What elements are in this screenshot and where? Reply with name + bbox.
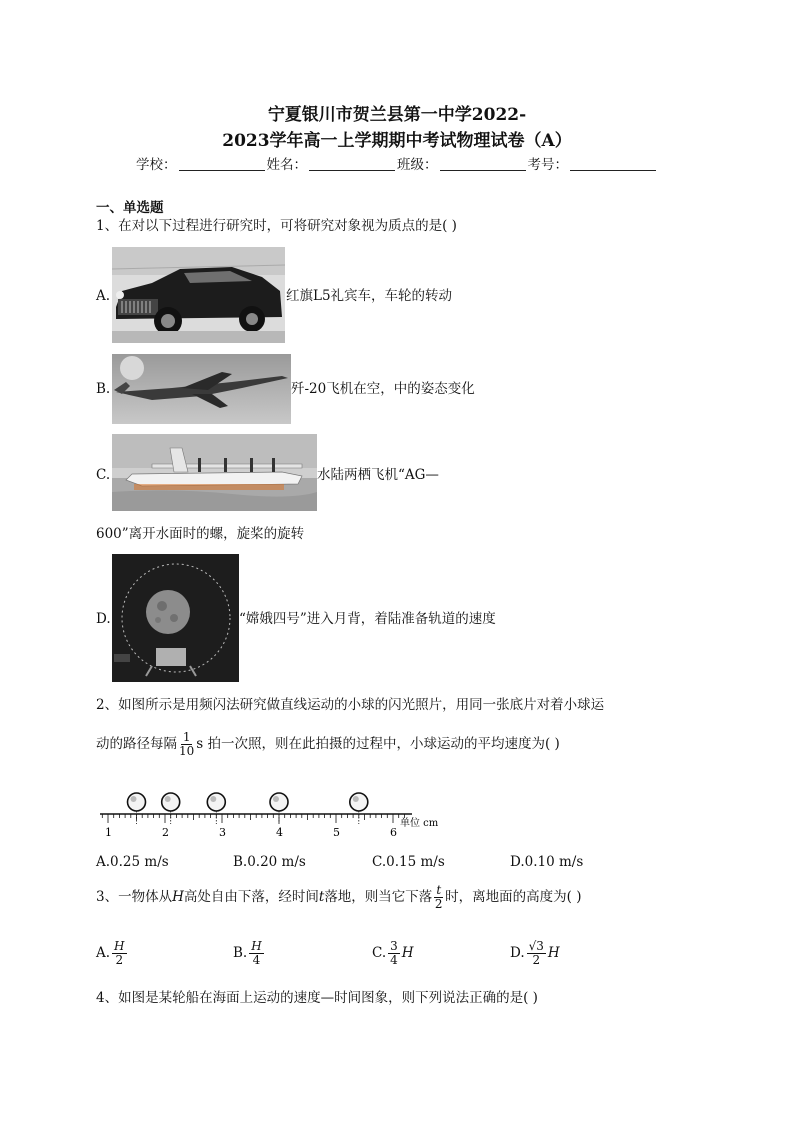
student-info-line — [0, 153, 794, 173]
q3-c-num: 3 — [390, 939, 398, 953]
school-blank[interactable] — [179, 156, 265, 171]
ruler-tick-label: 5 — [333, 826, 340, 839]
q2-frac-denominator: 10 — [179, 744, 195, 758]
q2-stem-line2 — [96, 727, 560, 761]
q3-frac-t-den: 2 — [434, 897, 443, 911]
ruler-tick-label: 3 — [219, 826, 226, 839]
q3-option-a-fraction — [112, 940, 126, 967]
q1-option-a-text: 红旗L5礼宾车，车轮的转动 — [286, 288, 453, 304]
q2-option-b: B.0.20 m/s — [233, 854, 306, 870]
q3-c-den: 4 — [390, 953, 398, 967]
q3-d-num: √3 — [528, 939, 544, 953]
q3-option-b-fraction — [249, 940, 263, 967]
q2-option-c: C.0.15 m/s — [372, 854, 445, 870]
q3-a-num: H — [114, 939, 125, 953]
strobe-ball — [162, 793, 180, 824]
q1-option-c-label: C. — [96, 467, 111, 483]
q2-stem-line1: 2、如图所示是用频闪法研究做直线运动的小球的闪光照片，用同一张底片对着小球运 — [96, 697, 605, 713]
q1-option-c-text-cont: 600”离开水面时的螺，旋桨的旋转 — [96, 526, 305, 542]
q2-stem-prefix: 动的路径每隔 — [96, 736, 177, 752]
q1-stem: 1、在对以下过程进行研究时，可将研究对象视为质点的是( ) — [96, 218, 457, 234]
q3-stem-d: 时，离地面的高度为( ) — [445, 889, 582, 905]
number-label: 考号： — [527, 157, 568, 173]
q3-option-a-label: A. — [96, 945, 111, 961]
page-title-line2: 2023学年高一上学期期中考试物理试卷（A） — [222, 131, 572, 151]
q2-interval-fraction — [179, 731, 194, 758]
q3-var-h: H — [172, 889, 184, 905]
q3-option-d-label: D. — [510, 945, 525, 961]
number-blank[interactable] — [570, 156, 656, 171]
q3-option-c — [372, 936, 414, 970]
q4-stem: 4、如图是某轮船在海面上运动的速度—时间图象，则下列说法正确的是( ) — [96, 990, 538, 1006]
q1-option-b-text: 歼-20飞机在空，中的姿态变化 — [291, 381, 475, 397]
q1-option-d-text: “嫦娥四号”进入月背，着陆准备轨道的速度 — [239, 611, 496, 627]
q3-b-den: 4 — [252, 953, 261, 967]
q1-option-d-label: D. — [96, 611, 111, 627]
class-blank[interactable] — [440, 156, 526, 171]
q3-option-a — [96, 936, 129, 970]
q3-stem-c: 落地，则当它下落 — [324, 889, 433, 905]
ruler-unit-label: 单位 cm — [400, 818, 439, 829]
limousine-photo — [112, 247, 285, 343]
ruler-tick-label: 2 — [162, 826, 169, 839]
ruler-tick-label: 1 — [105, 826, 112, 839]
school-label: 学校： — [136, 157, 177, 173]
section-heading: 一、单选题 — [96, 200, 164, 216]
q3-option-d-fraction — [527, 940, 546, 967]
q1-option-c-text: 水陆两栖飞机“AG— — [317, 467, 439, 483]
strobe-ball — [350, 793, 368, 824]
page-title-line1: 宁夏银川市贺兰县第一中学2022- — [267, 105, 527, 125]
q3-option-c-label: C. — [372, 945, 387, 961]
lunar-orbit-photo — [112, 554, 239, 682]
q3-stem-a: 3、一物体从 — [96, 889, 173, 905]
q3-d-den: 2 — [532, 953, 541, 967]
ruler-tick-label: 4 — [276, 826, 283, 839]
ruler-balls — [128, 793, 368, 824]
q3-stem-b: 高处自由下落，经时间 — [183, 889, 319, 905]
q3-option-d — [510, 936, 560, 970]
q3-stem — [96, 880, 581, 914]
name-blank[interactable] — [309, 156, 395, 171]
name-label: 姓名： — [266, 157, 307, 173]
q2-stem-suffix: s 拍一次照，则在此拍摄的过程中，小球运动的平均速度为( ) — [196, 736, 560, 752]
q2-option-d: D.0.10 m/s — [510, 854, 584, 870]
q3-option-b — [233, 936, 266, 970]
q3-b-num: H — [251, 939, 262, 953]
q3-a-den: 2 — [115, 953, 124, 967]
q3-var-t: t — [318, 889, 325, 905]
q3-frac-t-num: t — [436, 883, 442, 897]
q1-option-b-label: B. — [96, 381, 111, 397]
seaplane-photo — [112, 434, 317, 511]
q2-frac-numerator: 1 — [182, 730, 191, 744]
class-label: 班级： — [397, 157, 438, 173]
q3-option-c-fraction — [388, 940, 400, 967]
strobe-ball — [207, 793, 225, 824]
fighter-jet-photo — [112, 354, 291, 424]
strobe-ruler-figure — [96, 786, 456, 842]
q1-option-a-label: A. — [96, 288, 111, 304]
ruler-tick-label: 6 — [390, 826, 397, 839]
q3-d-tail: H — [547, 945, 560, 961]
q3-c-tail: H — [401, 945, 414, 961]
q3-half-time-fraction — [434, 884, 443, 911]
q3-option-b-label: B. — [233, 945, 248, 961]
q2-option-a: A.0.25 m/s — [96, 854, 169, 870]
